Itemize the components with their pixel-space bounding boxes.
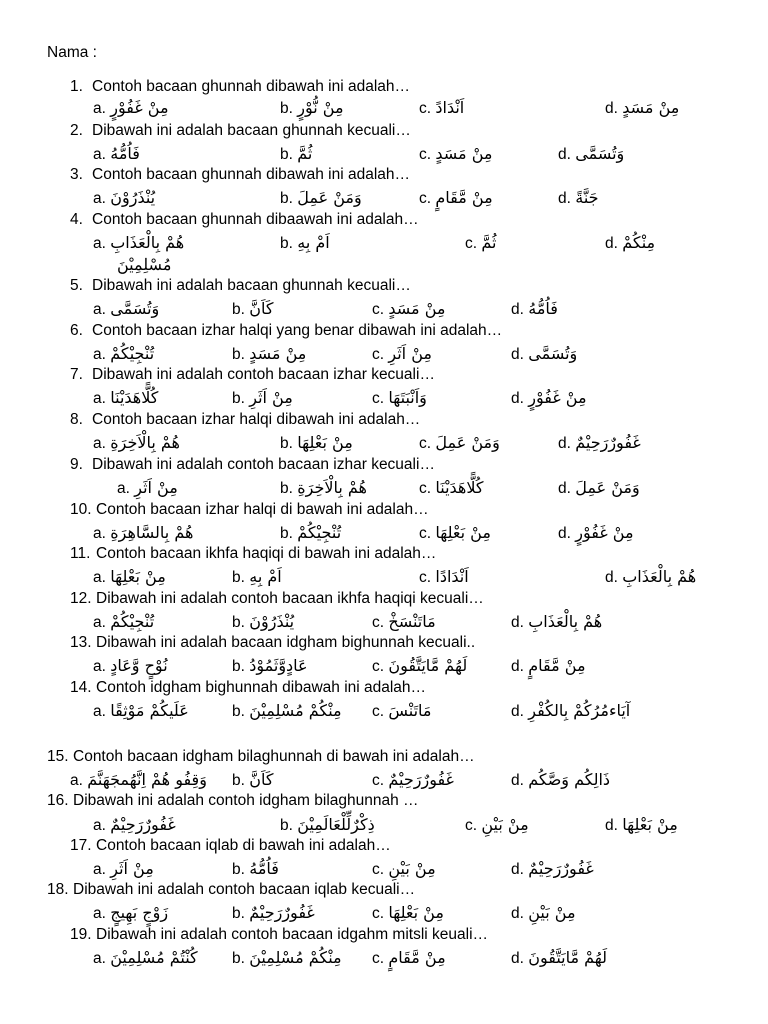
option-c [372, 612, 436, 632]
question-number: 15. [47, 748, 69, 765]
question-number: 17. [70, 837, 92, 854]
option-arabic-text: مِنْ بَعْلِهَا [388, 903, 444, 922]
option-letter: b. [232, 861, 250, 878]
option-arabic-text: مِنْ نُّوْرٍ [297, 98, 344, 117]
option-b [232, 770, 273, 790]
option-a [93, 344, 154, 364]
question-number: 9. [70, 456, 83, 473]
option-letter: d. [558, 190, 576, 207]
option-arabic-text: جَنَّةً [575, 188, 599, 207]
option-letter: b. [232, 658, 250, 675]
option-arabic-text: مِنْ مَسَدٍ [249, 344, 307, 363]
question-15 [47, 748, 737, 766]
option-letter: b. [232, 950, 250, 967]
option-a [93, 433, 180, 453]
question-text: Contoh bacaan izhar halqi dibawah ini adalah… [92, 411, 421, 428]
option-d [511, 770, 610, 790]
option-arabic-text: وَاَنْبَتَهَا [388, 388, 427, 407]
question-text: Dibawah ini adalah contoh bacaan izhar kecuali… [92, 456, 435, 473]
option-letter: b. [280, 817, 298, 834]
option-letter: c. [465, 235, 482, 252]
option-arabic-text: مِنْ مَّقَامٍ [528, 656, 586, 675]
question-6 [70, 322, 760, 340]
option-letter: a. [93, 146, 111, 163]
question-text: Contoh idgham bighunnah dibawah ini adalah… [96, 679, 427, 696]
question-19 [70, 926, 760, 944]
question-number: 3. [70, 166, 83, 183]
option-d [558, 144, 624, 164]
option-arabic-text: مِنْكُمْ مُسْلِمِيْنَ [249, 948, 342, 967]
option-letter: c. [419, 435, 436, 452]
question-14 [70, 679, 760, 697]
option-letter: c. [372, 390, 389, 407]
question-number: 4. [70, 211, 83, 228]
question-11 [70, 545, 760, 563]
question-number: 5. [70, 277, 83, 294]
option-arabic-text: وَتُسَمَّى [575, 144, 625, 163]
question-4 [70, 211, 760, 229]
question-16 [47, 792, 737, 810]
question-number: 12. [70, 590, 92, 607]
option-arabic-text: تُنْجِيْكُمْ [110, 612, 155, 631]
option-letter: d. [511, 346, 529, 363]
option-letter: a. [93, 658, 111, 675]
option-c [419, 144, 492, 164]
question-text: Contoh bacaan iqlab di bawah ini adalah… [96, 837, 391, 854]
option-b [232, 299, 273, 319]
option-b [232, 903, 315, 923]
question-7 [70, 366, 760, 384]
option-b [232, 388, 293, 408]
option-arabic-text: مِنْكُمْ مُسْلِمِيْنَ [249, 701, 342, 720]
option-d [511, 388, 587, 408]
option-arabic-text: مِنْ مَّقَامٍ [435, 188, 493, 207]
option-arabic-text: غَفُورٌرَحِيْمٌ [388, 770, 454, 789]
option-letter: d. [511, 658, 529, 675]
question-5 [70, 277, 760, 295]
option-arabic-text: كُنْتُمْ مُسْلِمِيْنَ [110, 948, 198, 967]
option-c [372, 388, 427, 408]
option-letter: a. [93, 100, 111, 117]
question-text: Contoh bacaan ikhfa haqiqi di bawah ini adalah… [96, 545, 437, 562]
option-arabic-text: مِنْ بَعْلِهَا [297, 433, 353, 452]
question-text: Contoh bacaan ghunnah dibaawah ini adalah… [92, 211, 419, 228]
option-arabic-text: ثُمَّ [297, 144, 313, 163]
option-c [465, 815, 529, 835]
option-c [372, 770, 454, 790]
question-number: 10. [70, 501, 92, 518]
option-letter: d. [605, 817, 623, 834]
option-arabic-text: اَنْدَادً [435, 98, 465, 117]
option-letter: d. [511, 390, 529, 407]
option-letter: a. [117, 480, 135, 497]
option-d [605, 98, 679, 118]
option-c [372, 859, 436, 879]
option-d [511, 903, 576, 923]
option-arabic-text: مِنْ بَعْلِهَا [110, 567, 166, 586]
question-text: Dibawah ini adalah contoh bacaan izhar kecuali… [92, 366, 435, 383]
question-number: 14. [70, 679, 92, 696]
option-d [511, 859, 594, 879]
question-text: Dibawah ini adalah bacaan ghunnah kecuali… [92, 277, 411, 294]
option-arabic-text: مِنْ اَثَرِ [134, 478, 178, 497]
option-arabic-text: غَفُورٌرَحِيْمٌ [575, 433, 641, 452]
option-arabic-text: مِنْ بَيْنِ [528, 903, 576, 922]
question-text: Dibawah ini adalah bacaan ghunnah kecuali… [92, 122, 411, 139]
option-arabic-text: هُمْ بِالْعَذَابِ [622, 567, 697, 586]
option-arabic-text: عَادٍوَّثَمُوْدُ [249, 656, 308, 675]
question-number: 6. [70, 322, 83, 339]
question-number: 7. [70, 366, 83, 383]
option-b [232, 701, 342, 721]
option-letter: c. [465, 817, 482, 834]
question-text: Contoh bacaan ghunnah dibawah ini adalah… [92, 78, 410, 95]
option-arabic-text: آيَاءمُرُكُمْ بِالكُفْرِ [528, 701, 631, 720]
option-a [93, 523, 193, 543]
option-arabic-text: اَنْدَادًا [435, 567, 469, 586]
option-arabic-text: مِنْ غَفُوْرٍ [110, 98, 169, 117]
option-c [419, 567, 469, 587]
question-number: 18. [47, 881, 69, 898]
option-arabic-text: مِنْ اَثَرِ [110, 859, 154, 878]
option-letter: a. [93, 235, 111, 252]
option-arabic-text: اَمْ بِهِ [249, 567, 282, 586]
question-text: Contoh bacaan idgham bilaghunnah di bawah ini adalah… [73, 748, 475, 765]
option-b [232, 948, 342, 968]
option-letter: a. [93, 390, 111, 407]
question-1 [70, 78, 760, 96]
option-continuation-arabic-text: مُسْلِمِيْنَ [117, 255, 172, 274]
question-text: Contoh bacaan izhar halqi yang benar dibawah ini adalah… [92, 322, 503, 339]
option-d [558, 188, 599, 208]
option-b [232, 567, 282, 587]
option-d [511, 344, 577, 364]
option-b [280, 433, 353, 453]
question-18 [47, 881, 737, 899]
option-arabic-text: مِنْ غَفُوْرٍ [575, 523, 634, 542]
option-letter: b. [280, 190, 298, 207]
option-b [232, 859, 279, 879]
option-letter: c. [372, 614, 389, 631]
nama-label: Nama : [47, 44, 97, 61]
option-arabic-text: مَاتَنْسَخْ [388, 612, 436, 631]
option-c [372, 948, 446, 968]
option-letter: b. [232, 346, 250, 363]
option-a [93, 299, 159, 319]
option-arabic-text: هُمْ بِالْعَذَابِ [110, 233, 185, 252]
option-arabic-text: وَقِفُو هُمْ اِنَّهُمجَهَنَّمَ [87, 770, 207, 789]
option-arabic-text: مِنْ بَعْلِهَا [435, 523, 491, 542]
option-arabic-text: كَاَنَّ [249, 299, 274, 318]
option-letter: c. [372, 772, 389, 789]
option-letter: a. [93, 703, 111, 720]
option-arabic-text: وَمَنْ عَمِلَ [435, 433, 500, 452]
option-letter: b. [232, 390, 250, 407]
question-number: 8. [70, 411, 83, 428]
option-letter: d. [558, 525, 576, 542]
option-arabic-text: فَاُمُّهُ [249, 859, 279, 878]
option-letter: b. [280, 146, 298, 163]
option-letter: d. [511, 905, 529, 922]
option-letter: b. [280, 435, 298, 452]
option-d [605, 567, 696, 587]
option-arabic-text: وَتُسَمَّى [110, 299, 160, 318]
option-arabic-text: مِنْ اَثَرِ [388, 344, 432, 363]
option-c [419, 98, 464, 118]
option-arabic-text: هُمْ بِالْاَخِرَةِ [110, 433, 180, 452]
option-d [605, 815, 678, 835]
option-letter: c. [372, 703, 389, 720]
option-letter: d. [605, 235, 623, 252]
option-arabic-text: هُمْ بِالسَّاهِرَةِ [110, 523, 194, 542]
question-number: 2. [70, 122, 83, 139]
option-letter: d. [605, 100, 623, 117]
option-letter: d. [605, 569, 623, 586]
option-letter: b. [232, 614, 250, 631]
option-letter: c. [372, 658, 389, 675]
option-letter: d. [511, 703, 529, 720]
option-arabic-text: لَهُمْ مَّايَتَّقُونَ [528, 948, 608, 967]
option-c [419, 478, 484, 498]
option-letter: d. [558, 480, 576, 497]
option-letter: d. [511, 861, 529, 878]
question-text: Dibawah ini adalah contoh bacaan iqlab kecuali… [73, 881, 416, 898]
option-arabic-text: عَلَيكُمْ مَوْثِقًا [110, 701, 189, 720]
option-arabic-text: وَمَنْ عَمِلَ [297, 188, 362, 207]
question-number: 16. [47, 792, 69, 809]
option-arabic-text: مِنْكُمْ [622, 233, 656, 252]
option-arabic-text: مِنْ مَّقَامٍ [388, 948, 446, 967]
option-arabic-text: كَاَنَّ [249, 770, 274, 789]
option-arabic-text: كُلًّاهَدَيْنَا [435, 478, 484, 497]
option-arabic-text: مِنْ مَسَدٍ [435, 144, 493, 163]
question-8 [70, 411, 760, 429]
option-a [93, 948, 198, 968]
question-2 [70, 122, 760, 140]
question-13 [70, 634, 760, 652]
option-letter: a. [93, 817, 111, 834]
option-arabic-text: مِنْ بَيْنِ [388, 859, 436, 878]
option-letter: c. [372, 950, 389, 967]
option-letter: c. [419, 146, 436, 163]
option-letter: a. [93, 190, 111, 207]
question-3 [70, 166, 760, 184]
option-d [511, 656, 586, 676]
option-arabic-text: غَفُورٌرَحِيْمٌ [528, 859, 594, 878]
option-a [93, 701, 189, 721]
option-arabic-text: ذَالِكُم وَصَّكُم [528, 770, 611, 789]
option-arabic-text: نُوْحٍ وَّعَادٍ [110, 656, 168, 675]
option-letter: a. [93, 861, 111, 878]
option-a [93, 233, 184, 253]
option-letter: c. [372, 861, 389, 878]
question-9 [70, 456, 760, 474]
option-letter: a. [93, 950, 111, 967]
option-letter: a. [70, 772, 88, 789]
question-17 [70, 837, 760, 855]
option-arabic-text: زَوْجٍ بَهِيجٍ [110, 903, 169, 922]
option-arabic-text: اَمْ بِهِ [297, 233, 330, 252]
option-c [419, 433, 500, 453]
question-text: Dibawah ini adalah bacaan idgham bighunnah kecuali.. [96, 634, 476, 651]
question-text: Dibawah ini adalah contoh bacaan idgahm mitsli keuali… [96, 926, 489, 943]
option-c [419, 188, 493, 208]
option-letter: d. [511, 614, 529, 631]
option-a [93, 612, 154, 632]
option-a [93, 98, 169, 118]
option-b [280, 98, 344, 118]
option-a [117, 478, 178, 498]
option-arabic-text: تُنْجِيْكُمْ [297, 523, 342, 542]
question-10 [70, 501, 760, 519]
option-letter: a. [93, 525, 111, 542]
question-text: Dibawah ini adalah contoh bacaan ikhfa haqiqi kecuali… [96, 590, 484, 607]
option-letter: d. [558, 146, 576, 163]
option-arabic-text: غَفُورٌرَحِيْمٌ [249, 903, 315, 922]
option-arabic-text: ذِكْرٌلِّلْعَالَمِيْنَ [297, 815, 375, 834]
question-number: 19. [70, 926, 92, 943]
option-b [232, 612, 294, 632]
option-d [511, 612, 602, 632]
option-letter: d. [511, 950, 529, 967]
option-letter: a. [93, 301, 111, 318]
option-letter: b. [232, 301, 250, 318]
option-letter: b. [232, 703, 250, 720]
option-letter: c. [372, 905, 389, 922]
option-arabic-text: مِنْ بَعْلِهَا [622, 815, 678, 834]
option-a [93, 388, 158, 408]
option-b [280, 144, 312, 164]
option-arabic-text: مِنْ بَيْنِ [481, 815, 529, 834]
option-a [93, 188, 155, 208]
question-number: 11. [70, 545, 91, 562]
option-a [93, 567, 166, 587]
option-arabic-text: يُنْذَرُوْنَ [249, 612, 295, 631]
option-letter: c. [419, 480, 436, 497]
option-c [419, 523, 491, 543]
option-letter: c. [419, 569, 436, 586]
option-arabic-text: هُمْ بِالْاَخِرَةِ [297, 478, 367, 497]
option-letter: a. [93, 614, 111, 631]
question-text: Contoh bacaan ghunnah dibawah ini adalah… [92, 166, 410, 183]
option-c [372, 344, 432, 364]
option-c [372, 903, 444, 923]
option-arabic-text: لَهُمْ مَّايَتَّقُونَ [388, 656, 468, 675]
option-letter: b. [280, 525, 298, 542]
option-letter: d. [558, 435, 576, 452]
option-arabic-text: مِنْ غَفُوْرٍ [528, 388, 587, 407]
option-b [280, 188, 362, 208]
option-letter: c. [372, 346, 389, 363]
option-letter: a. [93, 569, 111, 586]
option-d [511, 701, 630, 721]
option-arabic-text: مِنْ اَثَرِ [249, 388, 293, 407]
option-letter: a. [93, 346, 111, 363]
question-text: Dibawah ini adalah contoh idgham bilaghunnah … [73, 792, 419, 809]
option-b [232, 656, 308, 676]
option-letter: b. [232, 905, 250, 922]
option-c [372, 299, 445, 319]
option-letter: c. [419, 190, 436, 207]
option-letter: a. [93, 435, 111, 452]
option-d [558, 523, 634, 543]
question-number: 1. [70, 78, 83, 95]
option-arabic-text: غَفُورٌرَحِيْمٌ [110, 815, 176, 834]
question-number: 13. [70, 634, 92, 651]
option-a [93, 815, 176, 835]
option-a [93, 859, 154, 879]
option-b [280, 523, 341, 543]
option-a [93, 144, 140, 164]
option-letter: b. [232, 569, 250, 586]
question-12 [70, 590, 760, 608]
option-letter: c. [419, 100, 436, 117]
option-arabic-text: يُنْذَرُوْنَ [110, 188, 156, 207]
option-arabic-text: فَاُمُّهُ [528, 299, 558, 318]
option-arabic-text: وَتُسَمَّى [528, 344, 578, 363]
option-arabic-text: مَاتَنْسَ [388, 701, 432, 720]
option-c [465, 233, 496, 253]
option-arabic-text: كُلًّاهَدَيْنَا [110, 388, 159, 407]
option-arabic-text: هُمْ بِالْعَذَابِ [528, 612, 603, 631]
option-a [93, 903, 168, 923]
option-a [93, 656, 168, 676]
option-c [372, 656, 467, 676]
option-letter: a. [93, 905, 111, 922]
option-letter: b. [280, 480, 298, 497]
question-text: Contoh bacaan izhar halqi di bawah ini adalah… [96, 501, 429, 518]
option-letter: c. [372, 301, 389, 318]
option-d [511, 948, 607, 968]
option-d [605, 233, 655, 253]
option-b [280, 478, 367, 498]
option-arabic-text: وَمَنْ عَمِلَ [575, 478, 640, 497]
option-letter: b. [280, 235, 298, 252]
option-b [280, 233, 330, 253]
option-letter: b. [232, 772, 250, 789]
option-b [280, 815, 375, 835]
option-letter: b. [280, 100, 298, 117]
option-d [558, 478, 640, 498]
option-arabic-text: فَاُمُّهُ [110, 144, 140, 163]
option-arabic-text: تُنْجِيْكُمْ [110, 344, 155, 363]
option-letter: c. [419, 525, 436, 542]
option-letter: d. [511, 772, 529, 789]
option-b [232, 344, 306, 364]
option-d [511, 299, 558, 319]
option-arabic-text: ثُمَّ [481, 233, 497, 252]
option-arabic-text: مِنْ مَسَدٍ [388, 299, 446, 318]
option-letter: d. [511, 301, 529, 318]
option-a [70, 770, 207, 790]
option-arabic-text: مِنْ مَسَدٍ [622, 98, 680, 117]
option-d [558, 433, 641, 453]
option-c [372, 701, 432, 721]
